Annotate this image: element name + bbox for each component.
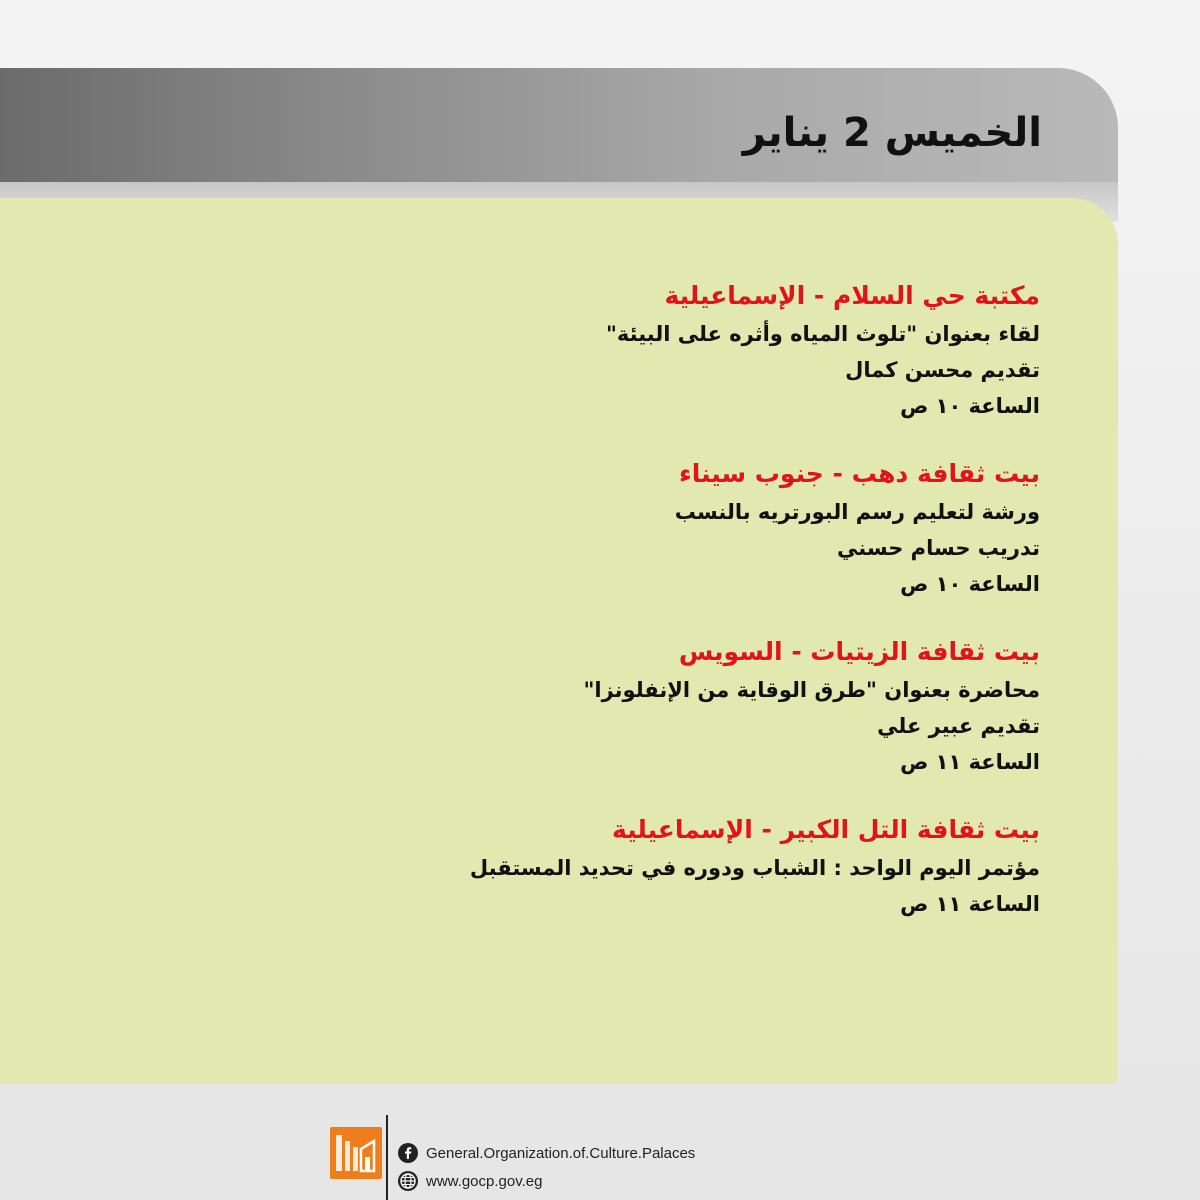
facebook-icon bbox=[398, 1143, 418, 1163]
event-item bbox=[220, 276, 1040, 424]
event-presenter: تدريب حسام حسني bbox=[837, 536, 1040, 560]
event-item bbox=[220, 632, 1040, 780]
event-item bbox=[220, 454, 1040, 602]
gocp-logo-icon bbox=[330, 1127, 382, 1179]
event-description: ورشة لتعليم رسم البورتريه بالنسب bbox=[674, 500, 1040, 524]
event-description: مؤتمر اليوم الواحد : الشباب ودوره في تحديد المستقبل bbox=[469, 856, 1040, 880]
footer bbox=[330, 1115, 750, 1200]
facebook-link[interactable] bbox=[398, 1141, 695, 1165]
event-time: الساعة ١١ ص bbox=[900, 750, 1040, 774]
website-link[interactable] bbox=[398, 1169, 542, 1193]
website-text: www.gocp.gov.eg bbox=[426, 1172, 543, 1190]
footer-divider bbox=[386, 1115, 388, 1200]
event-time: الساعة ١٠ ص bbox=[900, 572, 1040, 596]
event-presenter: تقديم عبير علي bbox=[877, 714, 1040, 738]
event-description: لقاء بعنوان "تلوث المياه وأثره على البيئة" bbox=[605, 322, 1040, 346]
event-venue: بيت ثقافة الزيتيات - السويس bbox=[678, 637, 1040, 666]
event-venue: بيت ثقافة التل الكبير - الإسماعيلية bbox=[612, 815, 1040, 844]
event-time: الساعة ١٠ ص bbox=[900, 394, 1040, 418]
events-list bbox=[220, 276, 1040, 952]
event-venue: بيت ثقافة دهب - جنوب سيناء bbox=[678, 459, 1040, 488]
event-description: محاضرة بعنوان "طرق الوقاية من الإنفلونزا" bbox=[583, 678, 1040, 702]
event-time: الساعة ١١ ص bbox=[900, 892, 1040, 916]
event-item bbox=[220, 810, 1040, 922]
page-title: الخميس 2 يناير bbox=[742, 110, 1042, 156]
facebook-text: General.Organization.of.Culture.Palaces bbox=[426, 1144, 696, 1162]
globe-icon bbox=[398, 1171, 418, 1191]
event-presenter: تقديم محسن كمال bbox=[845, 358, 1040, 382]
event-venue: مكتبة حي السلام - الإسماعيلية bbox=[664, 281, 1040, 310]
